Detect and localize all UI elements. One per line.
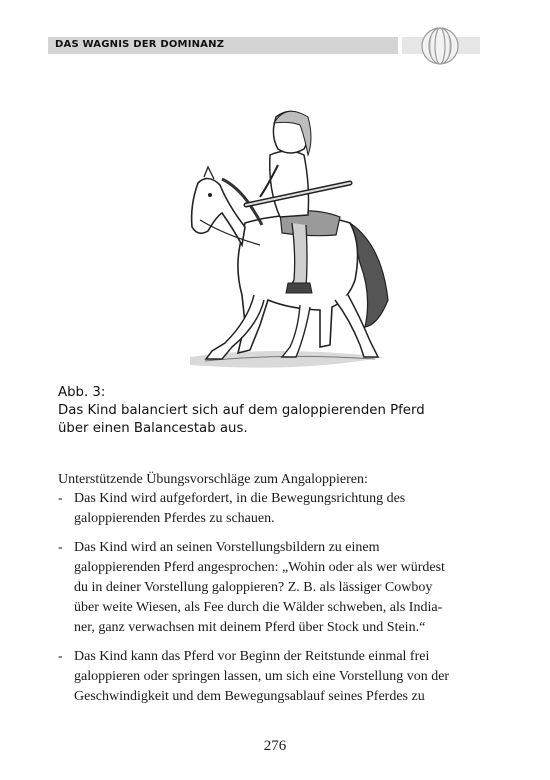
rider-torso <box>270 151 309 217</box>
list-item <box>58 538 498 638</box>
list-item-line: Das Kind wird aufgefordert, in die Bewegungsrichtung des <box>74 491 406 506</box>
list-item-line: über weite Wiesen, als Fee durch die Wälder schweben, als India- <box>74 600 443 615</box>
caption-line: über einen Balancestab aus. <box>58 421 248 436</box>
list-item <box>58 647 498 707</box>
figure-caption <box>58 384 498 438</box>
running-header-title: DAS WAGNIS DER DOMINANZ <box>55 39 225 50</box>
running-header <box>48 37 398 54</box>
list-item-line: du in deiner Vorstellung galoppieren? Z. B. als lässiger Cowboy <box>74 580 433 595</box>
list-item-line: Das Kind kann das Pferd vor Beginn der Reitstunde einmal frei <box>74 649 430 664</box>
exercise-list <box>58 489 498 716</box>
list-item-line: Geschwindigkeit und dem Bewegungsablauf seines Pferdes zu <box>74 689 425 704</box>
striped-ball-logo-icon <box>420 26 460 66</box>
page-number: 276 <box>263 738 287 754</box>
list-item <box>58 489 498 529</box>
list-intro: Unterstützende Übungsvorschläge zum Angaloppieren: <box>58 472 368 487</box>
bullet-dash: - <box>58 649 63 664</box>
caption-line: Das Kind balanciert sich auf dem galoppierenden Pferd <box>58 403 425 418</box>
bullet-dash: - <box>58 540 63 555</box>
list-item-line: galoppieren oder springen lassen, um sich eine Vorstellung von der <box>74 669 450 684</box>
list-item-line: galoppierenden Pferd angesprochen: „Wohin oder als wer würdest <box>74 560 445 575</box>
child-riding-horse-illustration <box>150 95 400 380</box>
bullet-dash: - <box>58 491 63 506</box>
list-item-line: Das Kind wird an seinen Vorstellungsbildern zu einem <box>74 540 380 555</box>
list-item-line: ner, ganz verwachsen mit deinem Pferd über Stock und Stein.“ <box>74 620 426 635</box>
figure-label: Abb. 3: <box>58 385 106 400</box>
list-item-line: galoppierenden Pferdes zu schauen. <box>74 511 275 526</box>
rider-boot <box>286 283 312 293</box>
